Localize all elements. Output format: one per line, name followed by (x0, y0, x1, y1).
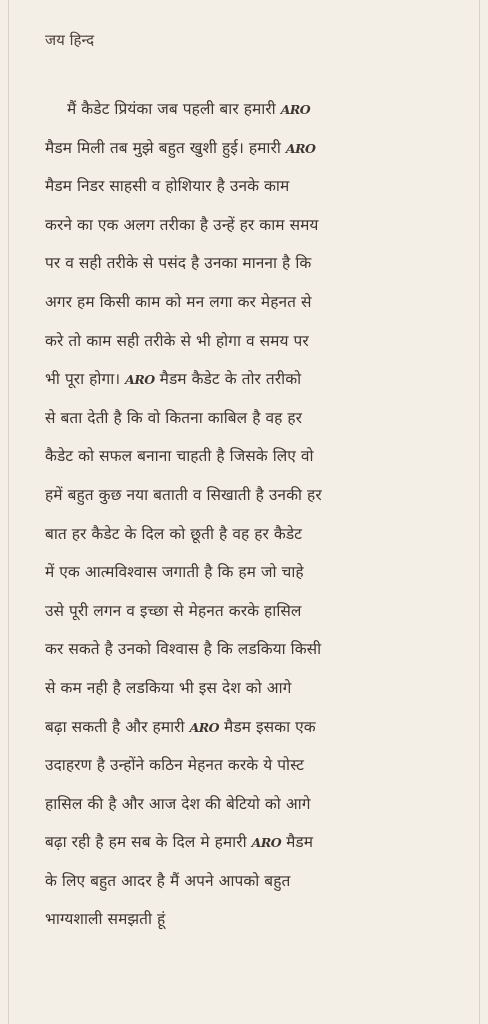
letter-line: बढ़ा सकती है और हमारी ARO मैडम इसका एक (45, 717, 316, 736)
letter-line: हासिल की है और आज देश की बेटियो को आगे (45, 794, 311, 813)
letter-line: बढ़ा रही है हम सब के दिल मे हमारी ARO मैडम (45, 833, 314, 852)
letter-line: उसे पूरी लगन व इच्छा से मेहनत करके हासिल (45, 601, 302, 620)
letter-line: हमें बहुत कुछ नया बताती व सिखाती है उनकी हर (45, 485, 322, 504)
letter-line: कैडेट को सफल बनाना चाहती है जिसके लिए वो (45, 447, 314, 466)
letter-line: के लिए बहुत आदर है मैं अपने आपको बहुत (45, 871, 291, 890)
letter-line: करे तो काम सही तरीके से भी होगा व समय पर (45, 331, 309, 350)
letter-line: पर व सही तरीके से पसंद है उनका मानना है कि (45, 254, 312, 273)
letter-line: मैडम निडर साहसी व होशियार है उनके काम (45, 177, 290, 196)
letter-line: से कम नही है लडकिया भी इस देश को आगे (45, 678, 292, 697)
letter-line: भाग्यशाली समझती हूं (45, 910, 166, 929)
letter-page (8, 0, 480, 1024)
letter-body (45, 90, 475, 939)
letter-line: से बता देती है कि वो कितना काबिल है वह हर (45, 408, 303, 427)
letter-line: में एक आत्मविश्वास जगाती है कि हम जो चाहे (45, 563, 304, 582)
letter-line: मैं कैडेट प्रियंका जब पहली बार हमारी ARO (67, 100, 311, 118)
letter-line: अगर हम किसी काम को मन लगा कर मेहनत से (45, 292, 312, 311)
letter-line: कर सकते है उनको विश्वास है कि लडकिया किसी (45, 640, 322, 659)
letter-line: मैडम मिली तब मुझे बहुत खुशी हुई। हमारी ARO (45, 138, 316, 157)
letter-line: उदाहरण है उन्होंने कठिन मेहनत करके ये पोस्ट (45, 756, 305, 775)
letter-line: बात हर कैडेट के दिल को छूती है वह हर कैडेट (45, 524, 303, 543)
letter-line: करने का एक अलग तरीका है उन्हें हर काम समय (45, 215, 319, 234)
greeting: जय हिन्द (45, 31, 95, 49)
letter-line: भी पूरा होगा। ARO मैडम कैडेट के तोर तरीको (45, 370, 302, 389)
